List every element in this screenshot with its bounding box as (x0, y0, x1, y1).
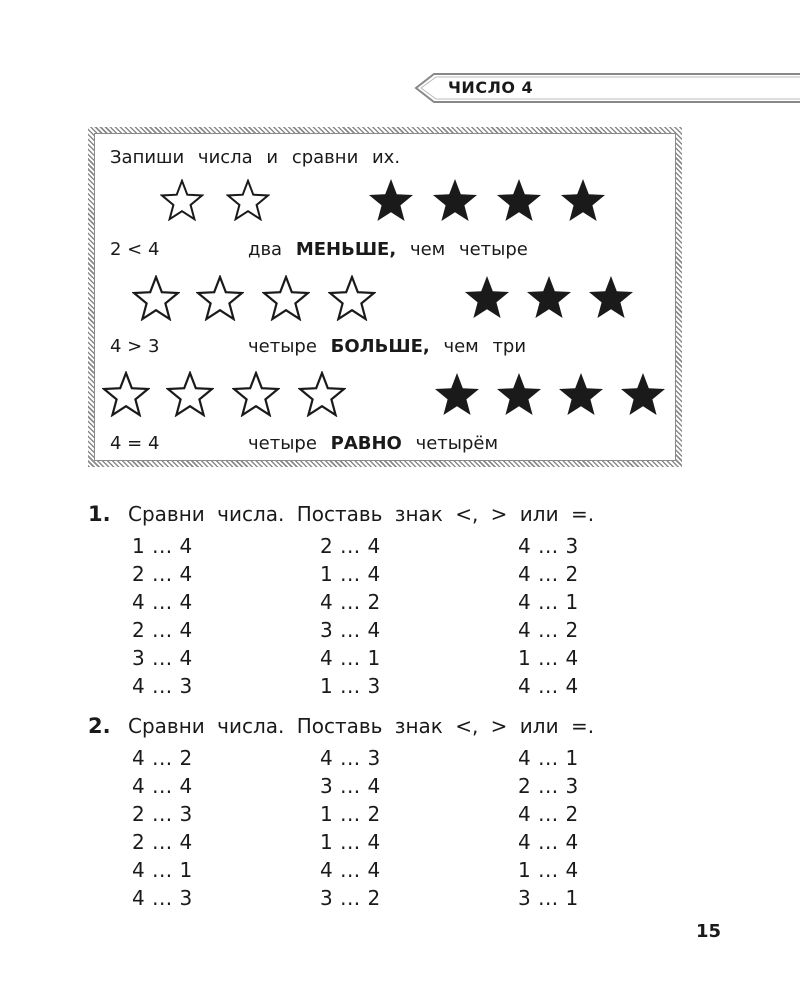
comparison-item[interactable]: 2 ... 4 (320, 534, 381, 558)
comparison-item[interactable]: 4 ... 2 (320, 590, 381, 614)
stars-row-3 (94, 133, 676, 461)
comparison-item[interactable]: 4 ... 4 (518, 830, 579, 854)
chapter-title: ЧИСЛО 4 (448, 78, 534, 97)
comparison-item[interactable]: 1 ... 2 (320, 802, 381, 826)
comparison-item[interactable]: 3 ... 4 (132, 646, 193, 670)
comparison-item[interactable]: 1 ... 4 (518, 858, 579, 882)
task-instruction: Сравни числа. Поставь знак <, > или =. (128, 502, 595, 526)
example-box (88, 127, 682, 467)
comparison-item[interactable]: 4 ... 4 (132, 590, 193, 614)
word-1: четыре (248, 336, 317, 357)
comparison-item[interactable]: 3 ... 2 (320, 886, 381, 910)
comparison-item[interactable]: 1 ... 4 (132, 534, 193, 558)
word-2: четырём (415, 433, 499, 454)
star-outline-icon (232, 371, 280, 417)
task-number: 2. (88, 714, 111, 738)
comparison-words (248, 433, 498, 454)
comparison-item[interactable]: 4 ... 3 (132, 674, 193, 698)
comparison-item[interactable]: 2 ... 3 (518, 774, 579, 798)
keyword: РАВНО (330, 433, 402, 454)
comparison-item[interactable]: 4 ... 1 (132, 858, 193, 882)
star-filled-icon (432, 371, 482, 417)
comparison-expression: 2 < 4 (110, 239, 160, 260)
page-number: 15 (696, 921, 722, 942)
star-outline-icon (166, 371, 214, 417)
task-1 (88, 502, 728, 702)
comparison-item[interactable]: 2 ... 4 (132, 618, 193, 642)
comparison-item[interactable]: 4 ... 1 (518, 746, 579, 770)
star-filled-icon (618, 371, 668, 417)
comparison-item[interactable]: 4 ... 3 (320, 746, 381, 770)
comparison-item[interactable]: 4 ... 3 (518, 534, 579, 558)
comparison-item[interactable]: 1 ... 4 (320, 562, 381, 586)
comparison-item[interactable]: 1 ... 3 (320, 674, 381, 698)
star-outline-icon (102, 371, 150, 417)
word-2: чем четыре (409, 239, 528, 260)
comparison-item[interactable]: 4 ... 2 (518, 802, 579, 826)
comparison-item[interactable]: 2 ... 4 (132, 562, 193, 586)
comparison-item[interactable]: 3 ... 4 (320, 774, 381, 798)
star-outline-icon (298, 371, 346, 417)
task-2 (88, 714, 728, 914)
comparison-item[interactable]: 2 ... 4 (132, 830, 193, 854)
example-instruction: Запиши числа и сравни их. (110, 147, 401, 168)
keyword: МЕНЬШЕ, (295, 239, 397, 260)
task-number: 1. (88, 502, 111, 526)
star-filled-icon (494, 371, 544, 417)
comparison-item[interactable]: 4 ... 2 (518, 562, 579, 586)
comparison-item[interactable]: 3 ... 4 (320, 618, 381, 642)
star-filled-icon (556, 371, 606, 417)
word-2: чем три (443, 336, 527, 357)
comparison-item[interactable]: 4 ... 4 (320, 858, 381, 882)
chapter-header-tab (412, 73, 800, 103)
comparison-item[interactable]: 3 ... 1 (518, 886, 579, 910)
comparison-item[interactable]: 4 ... 1 (320, 646, 381, 670)
comparison-item[interactable]: 1 ... 4 (518, 646, 579, 670)
comparison-item[interactable]: 4 ... 4 (132, 774, 193, 798)
comparison-item[interactable]: 4 ... 3 (132, 886, 193, 910)
word-1: два (248, 239, 283, 260)
comparison-item[interactable]: 4 ... 2 (518, 618, 579, 642)
word-1: четыре (248, 433, 317, 454)
keyword: БОЛЬШЕ, (330, 336, 430, 357)
comparison-expression: 4 = 4 (110, 433, 160, 454)
task-instruction: Сравни числа. Поставь знак <, > или =. (128, 714, 595, 738)
comparison-item[interactable]: 4 ... 2 (132, 746, 193, 770)
comparison-expression: 4 > 3 (110, 336, 160, 357)
comparison-item[interactable]: 4 ... 4 (518, 674, 579, 698)
comparison-item[interactable]: 2 ... 3 (132, 802, 193, 826)
comparison-item[interactable]: 1 ... 4 (320, 830, 381, 854)
comparison-item[interactable]: 4 ... 1 (518, 590, 579, 614)
